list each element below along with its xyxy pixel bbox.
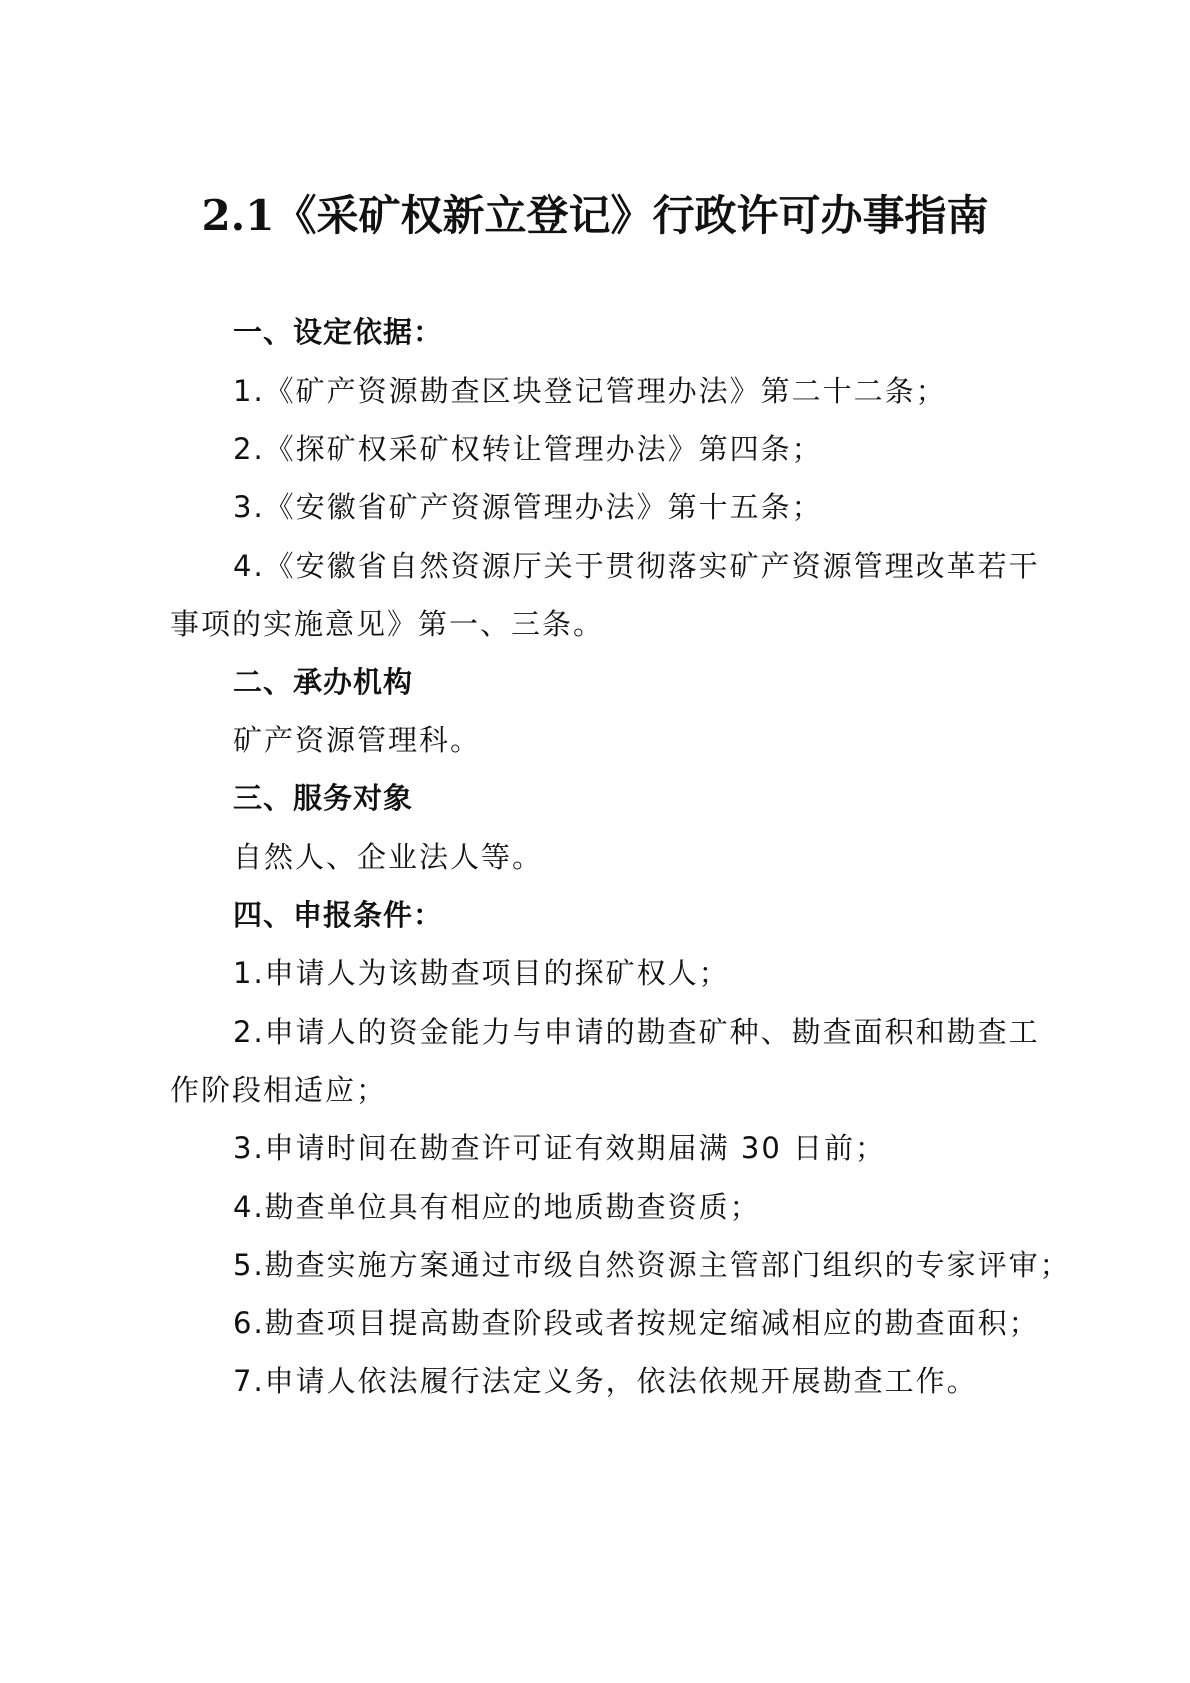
- basis-item-3: 3.《安徽省矿产资源管理办法》第十五条；: [233, 490, 823, 524]
- basis-item-2: 2.《探矿权采矿权转让管理办法》第四条；: [233, 432, 823, 466]
- section-heading-conditions: 四、申报条件：: [233, 898, 444, 932]
- agency-text: 矿产资源管理科。: [233, 723, 482, 757]
- condition-item-1: 1.申请人为该勘查项目的探矿权人；: [233, 956, 730, 990]
- section-heading-agency: 二、承办机构: [233, 665, 414, 699]
- condition-item-2: 2.申请人的资金能力与申请的勘查矿种、勘查面积和勘查工: [233, 1015, 1040, 1049]
- condition-item-4: 4.勘查单位具有相应的地质勘查资质；: [233, 1190, 761, 1224]
- section-heading-target: 三、服务对象: [233, 781, 414, 815]
- target-text: 自然人、企业法人等。: [233, 840, 544, 874]
- basis-item-4-continued: 事项的实施意见》第一、三条。: [170, 607, 605, 641]
- condition-item-5: 5.勘查实施方案通过市级自然资源主管部门组织的专家评审；: [233, 1248, 1071, 1282]
- basis-item-4: 4.《安徽省自然资源厅关于贯彻落实矿产资源管理改革若干: [233, 549, 1040, 583]
- basis-item-1: 1.《矿产资源勘查区块登记管理办法》第二十二条；: [233, 374, 947, 408]
- condition-item-7: 7.申请人依法履行法定义务，依法依规开展勘查工作。: [233, 1364, 978, 1398]
- condition-item-2-continued: 作阶段相适应；: [170, 1073, 388, 1107]
- condition-item-6: 6.勘查项目提高勘查阶段或者按规定缩减相应的勘查面积；: [233, 1306, 1040, 1340]
- page-title: 2.1《采矿权新立登记》行政许可办事指南: [201, 191, 989, 240]
- condition-item-3: 3.申请时间在勘查许可证有效期届满 30 日前；: [233, 1131, 887, 1165]
- section-heading-basis: 一、设定依据：: [233, 315, 444, 349]
